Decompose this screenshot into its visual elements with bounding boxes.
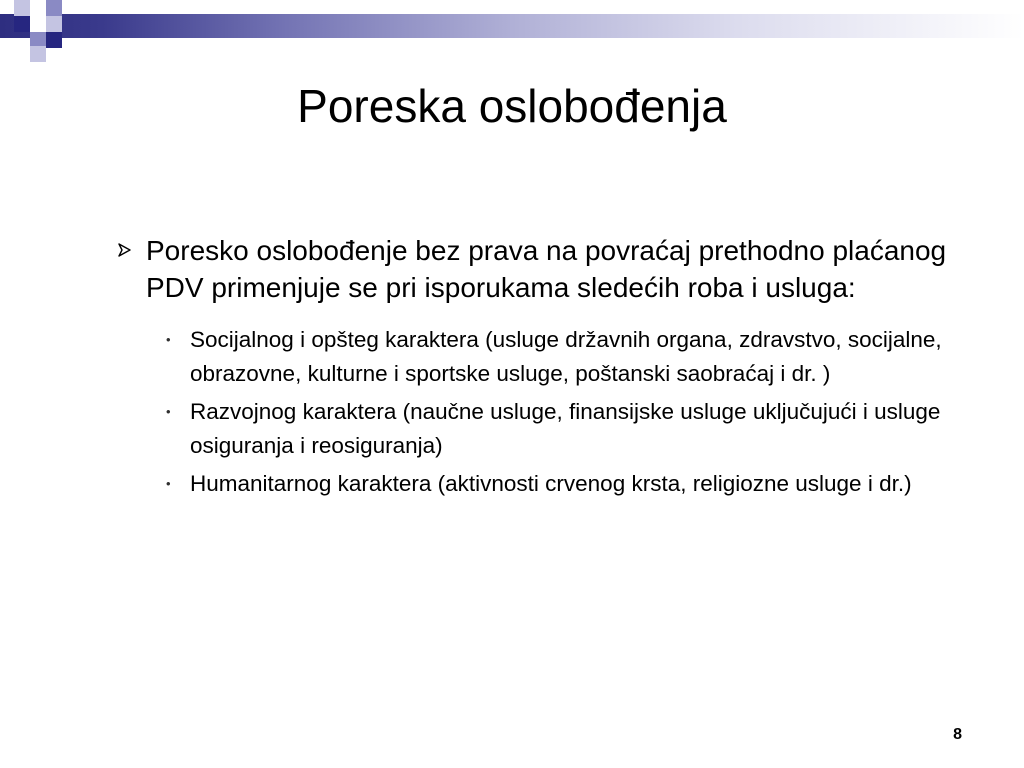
deco-square	[46, 0, 62, 16]
deco-square	[14, 0, 30, 16]
slide-body	[116, 232, 976, 505]
header-gradient-band	[0, 14, 1024, 38]
slide-title: Poreska oslobođenja	[297, 80, 727, 132]
sub-bullet-text: Humanitarnog karaktera (aktivnosti crvenog krsta, religiozne usluge i dr.)	[190, 471, 912, 496]
main-bullet-item	[116, 232, 976, 306]
dot-bullet-icon: •	[166, 404, 171, 419]
page-number: 8	[953, 726, 962, 743]
main-bullet-text: Poresko oslobođenje bez prava na povraćaj prethodno plaćanog PDV primenjuje se pri isporukama sledećih roba i usluga:	[146, 235, 947, 303]
sub-bullet-item	[116, 395, 970, 463]
sub-bullet-item	[116, 467, 970, 501]
sub-bullet-item	[116, 323, 970, 391]
sub-bullet-text: Razvojnog karaktera (naučne usluge, finansijske usluge uključujući i usluge osiguranja i reosiguranja)	[190, 399, 941, 458]
deco-square	[46, 16, 62, 32]
deco-square	[14, 16, 30, 32]
deco-square	[30, 0, 46, 16]
sub-bullet-list	[116, 323, 976, 501]
sub-bullet-text: Socijalnog i opšteg karaktera (usluge državnih organa, zdravstvo, socijalne, obrazovne, kulturne i sportske usluge, poštanski saobraćaj i dr. )	[190, 327, 942, 386]
arrowhead-bullet-icon	[116, 242, 132, 258]
dot-bullet-icon: •	[166, 332, 171, 347]
deco-square	[30, 46, 46, 62]
deco-square	[46, 32, 62, 48]
deco-square	[30, 16, 46, 32]
dot-bullet-icon: •	[166, 476, 171, 491]
